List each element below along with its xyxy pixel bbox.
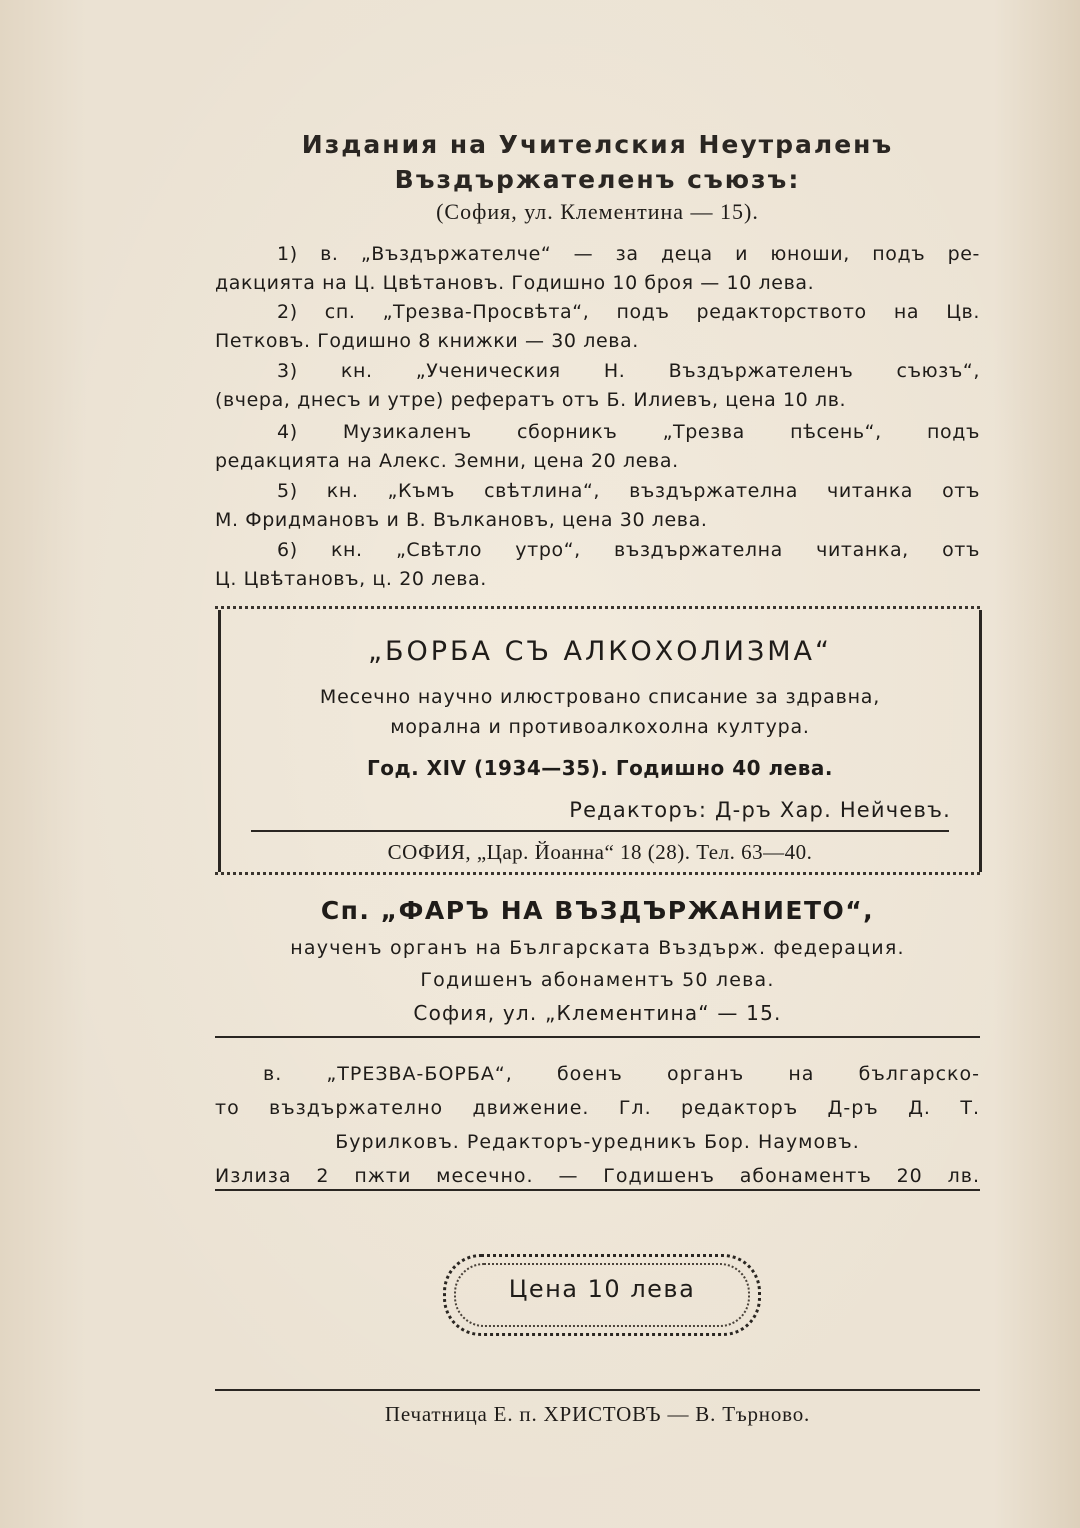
publication-item-1 <box>215 240 980 298</box>
far-line-4: София, ул. „Клементина“ — 15. <box>413 1001 782 1025</box>
publication-item-3-line-1: 3) кн. „Ученическия Н. Въздържателенъ съюзъ“, <box>277 360 980 382</box>
publication-item-5-line-2: М. Фридмановъ и В. Вълкановъ, цена 30 лева. <box>215 509 708 531</box>
box-bottom-rule <box>215 872 980 875</box>
borba-ad-year: Год. XIV (1934—35). Годишно 40 лева. <box>366 756 833 780</box>
publication-item-2 <box>215 298 980 356</box>
publication-item-6-line-2: Ц. Цвѣтановъ, ц. 20 лева. <box>215 568 487 590</box>
publication-item-5 <box>215 477 980 535</box>
publication-item-6-line-1: 6) кн. „Свѣтло утро“, въздържателна читанка, отъ <box>277 539 980 561</box>
publication-item-3 <box>215 357 980 415</box>
price-label: Цена 10 лева <box>508 1275 696 1303</box>
publication-item-2-line-1: 2) сп. „Трезва-Просвѣта“, подъ редакторството на Цв. <box>277 301 980 323</box>
section-divider-3 <box>215 1389 980 1391</box>
far-line-2: наученъ органъ на Българската Въздърж. федерация. <box>290 937 905 959</box>
far-line-3: Годишенъ абонаментъ 50 лева. <box>420 969 775 991</box>
header-address: (София, ул. Клементина — 15). <box>436 199 759 224</box>
trezva-borba-line-1: в. „ТРЕЗВА-БОРБА“, боенъ органъ на българско- <box>263 1063 980 1085</box>
far-title: Сп. „ФАРЪ НА ВЪЗДЪРЖАНИЕТО“, <box>320 896 875 925</box>
trezva-borba-line-3: Бурилковъ. Редакторъ-уредникъ Бор. Наумовъ. <box>335 1131 860 1153</box>
publication-item-4-line-1: 4) Музикаленъ сборникъ „Трезва пѣсень“, подъ <box>277 421 980 443</box>
publication-item-4-line-2: редакцията на Алекс. Земни, цена 20 лева. <box>215 450 679 472</box>
borba-ad-description-1: Месечно научно илюстровано списание за здравна, <box>319 686 881 708</box>
publication-item-6 <box>215 536 980 594</box>
publication-item-2-line-2: Петковъ. Годишно 8 книжки — 30 лева. <box>215 330 639 352</box>
box-top-rule <box>215 606 980 609</box>
publication-item-1-line-1: 1) в. „Въздържателче“ — за деца и юноши, подъ ре- <box>277 243 980 265</box>
price-frame <box>443 1254 761 1336</box>
publication-item-5-line-1: 5) кн. „Къмъ свѣтлина“, въздържателна читанка отъ <box>277 480 980 502</box>
publication-item-3-line-2: (вчера, днесъ и утре) рефератъ отъ Б. Илиевъ, цена 10 лв. <box>215 389 847 411</box>
printer-imprint: Печатница Е. п. ХРИСТОВЪ — В. Търново. <box>384 1402 811 1426</box>
section-divider-2 <box>215 1189 980 1191</box>
section-divider-1 <box>215 1036 980 1038</box>
borba-ad-description-2: морална и противоалкохолна култура. <box>390 716 810 738</box>
borba-ad-editor: Редакторъ: Д-ръ Хар. Нейчевъ. <box>569 798 951 822</box>
publication-item-4 <box>215 418 980 476</box>
trezva-borba-line-4: Излиза 2 пжти месечно. — Годишенъ абонаментъ 20 лв. <box>215 1165 980 1187</box>
borba-ad-title: „БОРБА СЪ АЛКОХОЛИЗМА“ <box>367 636 833 667</box>
publication-item-1-line-2: дакцията на Ц. Цвѣтановъ. Годишно 10 броя — 10 лева. <box>215 272 815 294</box>
trezva-borba-section <box>215 1057 980 1193</box>
trezva-borba-line-2: то въздържателно движение. Гл. редакторъ Д-ръ Д. Т. <box>215 1097 980 1119</box>
borba-ad-address: СОФИЯ, „Цар. Йоанна“ 18 (28). Тел. 63—40. <box>387 840 813 864</box>
header-line-1: Издания на Учителския Неутраленъ <box>301 130 894 159</box>
borba-ad-box <box>218 610 982 872</box>
header-line-2: Въздържателенъ съюзъ: <box>394 165 801 194</box>
borba-ad-divider <box>251 830 949 832</box>
